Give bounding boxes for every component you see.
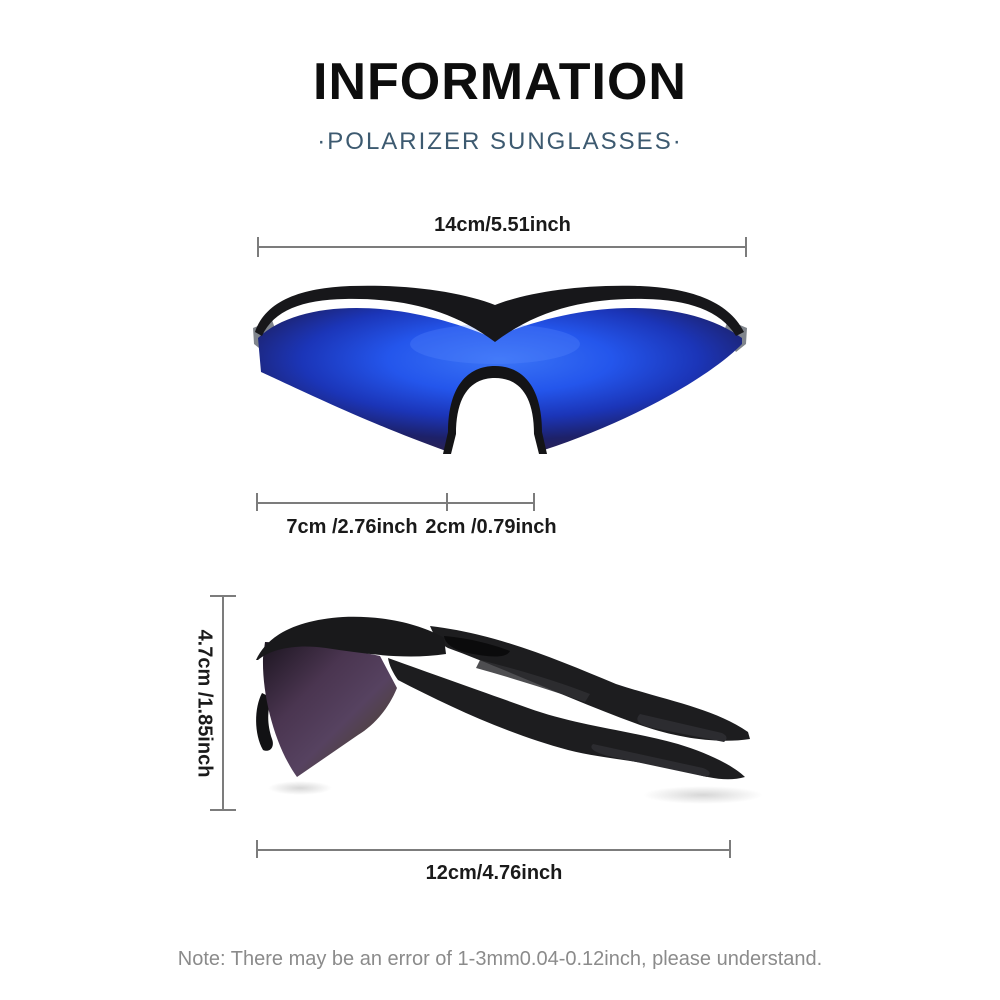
page-title: INFORMATION	[313, 53, 687, 111]
temple-length-measure-line	[257, 849, 731, 851]
lens-tick-left	[256, 493, 258, 511]
frame-height-tick-bottom	[210, 809, 236, 811]
sunglasses-front-view-image	[250, 282, 750, 464]
temple-length-label: 12cm/4.76inch	[425, 862, 563, 884]
temple-tick-left	[256, 840, 258, 858]
total-width-tick-right	[745, 237, 747, 257]
total-width-measure-line	[258, 246, 747, 248]
lens-tip-shadow	[268, 781, 332, 795]
frame-height-measure-line	[222, 596, 224, 810]
total-width-tick-left	[257, 237, 259, 257]
side-lens	[263, 642, 397, 777]
lens-width-label: 7cm /2.76inch	[286, 516, 418, 538]
bridge-width-label: 2cm /0.79inch	[425, 516, 557, 538]
frame-height-tick-top	[210, 595, 236, 597]
frame-height-label: 4.7cm /1.85inch	[193, 629, 216, 778]
temple-tip-shadow	[643, 786, 763, 804]
lens-bridge-measure-line	[257, 502, 535, 504]
tolerance-note: Note: There may be an error of 1-3mm0.04-0.12inch, please understand.	[177, 948, 823, 970]
lens-tick-right	[533, 493, 535, 511]
temple-tick-right	[729, 840, 731, 858]
total-width-label: 14cm/5.51inch	[434, 214, 571, 236]
sunglasses-side-view-image	[248, 598, 768, 818]
lens-tick-middle	[446, 493, 448, 511]
page-subtitle: ·POLARIZER SUNGLASSES·	[317, 128, 683, 155]
